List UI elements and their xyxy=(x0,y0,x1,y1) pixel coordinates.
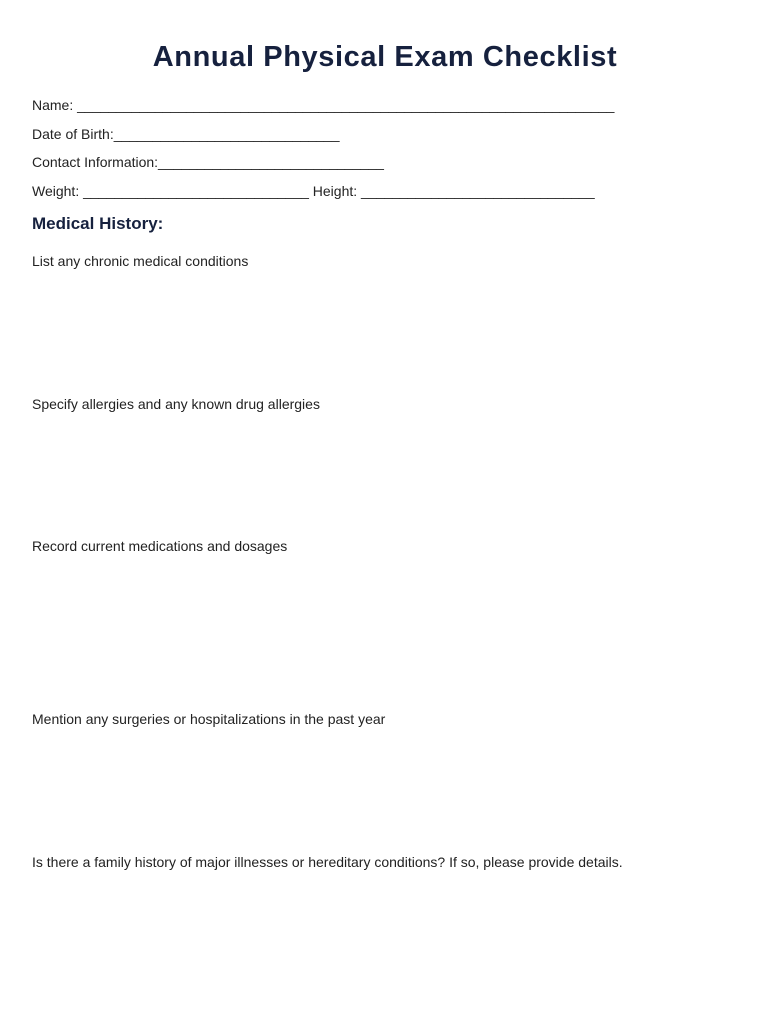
page-title: Annual Physical Exam Checklist xyxy=(152,41,618,73)
allergies-prompt: Specify allergies and any known drug allergies xyxy=(32,396,320,412)
name-field[interactable]: Name: _____________________________________________________________________ xyxy=(32,97,615,113)
medications-prompt: Record current medications and dosages xyxy=(32,538,288,554)
medical-history-heading: Medical History: xyxy=(32,214,164,233)
contact-information-field[interactable]: Contact Information:_____________________________ xyxy=(32,154,384,170)
chronic-conditions-prompt: List any chronic medical conditions xyxy=(32,253,249,269)
family-history-prompt: Is there a family history of major illnesses or hereditary conditions? If so, please provide details. xyxy=(32,854,623,870)
surgeries-prompt: Mention any surgeries or hospitalizations in the past year xyxy=(32,711,386,727)
date-of-birth-field[interactable]: Date of Birth:_____________________________ xyxy=(32,126,340,142)
weight-height-field[interactable]: Weight: _____________________________ Height: ______________________________ xyxy=(32,183,595,199)
